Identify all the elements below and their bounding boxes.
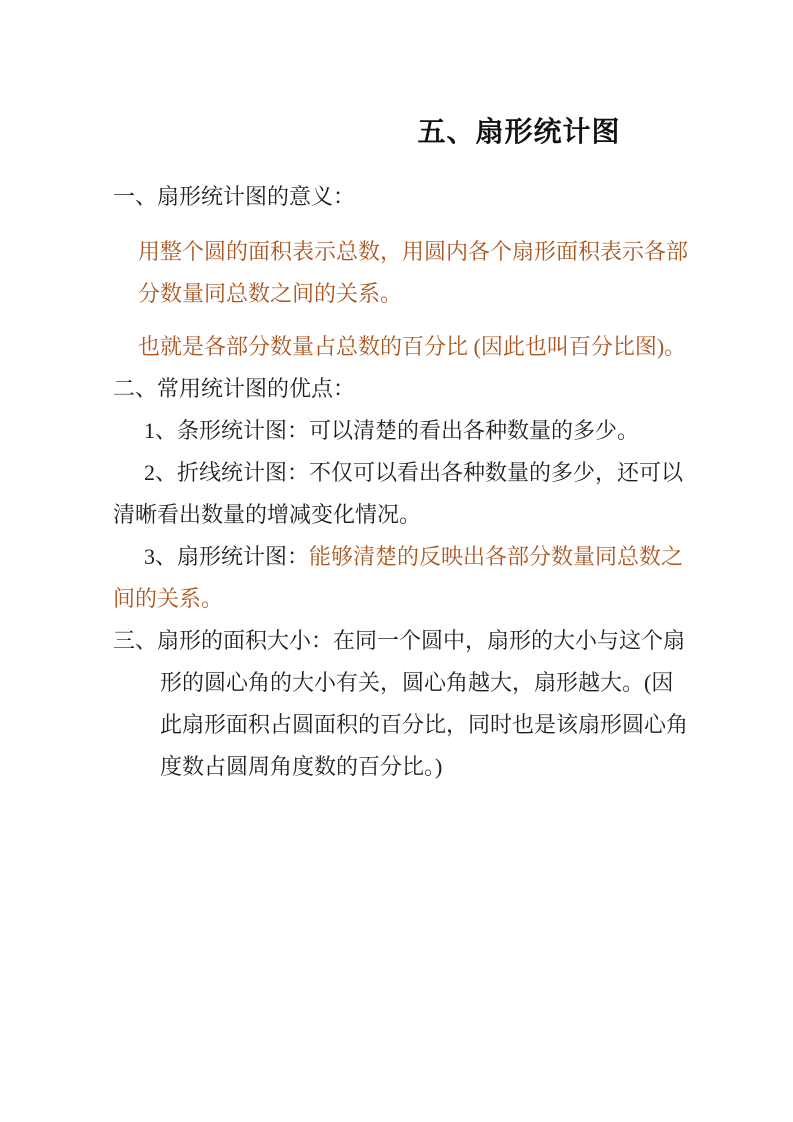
section2-item2-line2: 清晰看出数量的增减变化情况。: [113, 502, 422, 527]
section3-line1: 三、扇形的面积大小：在同一个圆中，扇形的大小与这个扇: [113, 628, 686, 653]
section2-item3-prefix: 3、扇形统计图：: [144, 544, 310, 569]
section2-heading: 二、常用统计图的优点：: [113, 376, 356, 401]
section2-item3-highlight-line2: 间的关系。: [113, 586, 224, 611]
section2-item3-highlight-line1: 能够清楚的反映出各部分数量同总数之: [309, 544, 684, 569]
section1-meaning-line2: 分数量同总数之间的关系。: [138, 281, 403, 306]
section3-line3: 此扇形面积占圆面积的百分比，同时也是该扇形圆心角: [160, 712, 689, 737]
page-title: 五、扇形统计图: [417, 116, 621, 147]
section3-line4: 度数占圆周角度数的百分比。): [160, 754, 443, 779]
section1-meaning-line1: 用整个圆的面积表示总数，用圆内各个扇形面积表示各部: [138, 239, 689, 264]
section1-heading: 一、扇形统计图的意义：: [113, 184, 356, 209]
section2-item3-line1: [0, 536, 793, 578]
section1-note-line: 也就是各部分数量占总数的百分比 (因此也叫百分比图)。: [138, 334, 687, 359]
section2-item2-line1: 2、折线统计图：不仅可以看出各种数量的多少，还可以: [144, 460, 684, 485]
section2-item1: 1、条形统计图：可以清楚的看出各种数量的多少。: [144, 418, 640, 443]
section3-line2: 形的圆心角的大小有关，圆心角越大，扇形越大。(因: [160, 670, 674, 695]
